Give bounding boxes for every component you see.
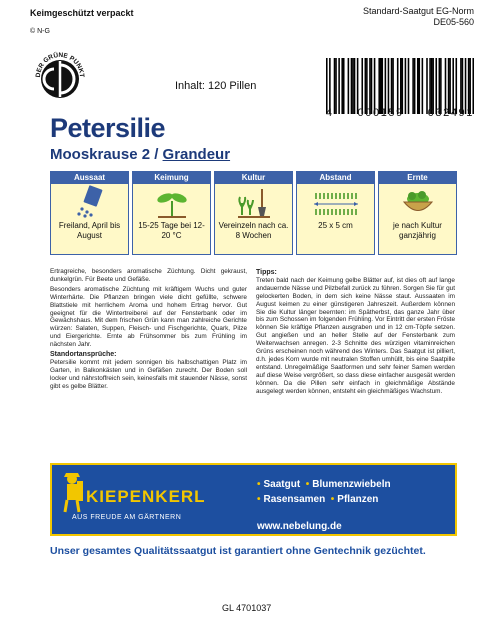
brand-line bbox=[257, 492, 391, 507]
barcode-bar bbox=[439, 58, 441, 114]
seed-standard bbox=[363, 6, 474, 28]
green-dot-logo bbox=[30, 47, 90, 107]
panel-kultur bbox=[214, 171, 293, 255]
brand-item: Blumenzwiebeln bbox=[312, 479, 391, 490]
brand-box bbox=[50, 463, 457, 536]
brand-item: Pflanzen bbox=[337, 494, 379, 505]
panel-text: 15-25 Tage bei 12-20 °C bbox=[138, 221, 205, 240]
copyright-note: © N-G bbox=[30, 28, 50, 35]
panel-keimung bbox=[132, 171, 211, 255]
barcode-bar bbox=[391, 58, 393, 114]
barcode-bar bbox=[354, 58, 356, 114]
barcode-bar bbox=[365, 58, 367, 114]
intro-text: Ertragreiche, besonders aromatische Züchtung. Dicht gekraust, dunkelgrün. Für Beete und Gefäße. bbox=[50, 268, 247, 283]
barcode-bar bbox=[400, 58, 402, 114]
brand-tagline: AUS FREUDE AM GÄRTNERN bbox=[72, 514, 182, 521]
barcode-bar bbox=[361, 58, 363, 114]
brand-products bbox=[257, 477, 391, 507]
panel-ernte bbox=[378, 171, 457, 255]
shovel-icon bbox=[215, 184, 292, 220]
barcode-bar bbox=[366, 58, 368, 114]
barcode-bar bbox=[469, 58, 471, 114]
green-dot-text: DER GRÜNE PUNKT bbox=[34, 51, 86, 78]
barcode-bar bbox=[419, 58, 421, 114]
product-title: Petersilie bbox=[50, 113, 166, 143]
barcode-bar bbox=[351, 58, 353, 114]
seed-packet-icon bbox=[51, 184, 128, 220]
panel-heading: Keimung bbox=[133, 172, 210, 184]
barcode-bar bbox=[388, 58, 390, 114]
barcode-bar bbox=[422, 58, 424, 114]
barcode-bar bbox=[378, 58, 380, 114]
barcode-bar bbox=[432, 58, 434, 114]
barcode-bar bbox=[341, 58, 343, 114]
barcode-bar bbox=[369, 58, 371, 114]
brand-name: KIEPENKERL bbox=[86, 487, 206, 506]
content-amount: Inhalt: 120 Pillen bbox=[175, 80, 257, 92]
bowl-icon bbox=[379, 184, 456, 220]
barcode-digit-group: 032491 bbox=[427, 107, 474, 119]
cultivation-panels bbox=[50, 171, 457, 255]
product-subtitle bbox=[50, 146, 230, 163]
barcode-bar bbox=[429, 58, 431, 114]
barcode-bar bbox=[382, 58, 384, 114]
barcode-bar bbox=[449, 58, 451, 114]
brand-item: Rasensamen bbox=[263, 494, 326, 505]
sprout-icon bbox=[133, 184, 210, 220]
standort-text: Petersilie kommt mit jedem sonnigen bis halbschattigen Platz im Garten, in Balkonkästen und in Gefäßen zurecht. Der Boden soll locker und nährstoffreich sein, keinesfalls mit stauender Nässe, sonst gibt es gelbe Blätter. bbox=[50, 358, 247, 390]
bullet-icon: • bbox=[257, 479, 261, 490]
barcode-bar bbox=[326, 58, 328, 114]
barcode-bar bbox=[385, 58, 387, 114]
barcode-bar bbox=[397, 58, 399, 114]
barcode-bar bbox=[402, 58, 404, 114]
barcode-digit-group: 000159 bbox=[357, 107, 404, 119]
barcode-bar bbox=[435, 58, 437, 114]
barcode-bar bbox=[348, 58, 350, 114]
standort-heading: Standortansprüche: bbox=[50, 351, 117, 359]
barcode-bar bbox=[374, 58, 376, 114]
brand-url[interactable]: www.nebelung.de bbox=[257, 521, 342, 532]
barcode-bar bbox=[338, 58, 340, 114]
barcode-bar bbox=[465, 58, 467, 114]
seed-standard-line1: Standard-Saatgut EG-Norm bbox=[362, 6, 474, 16]
barcode-bar bbox=[408, 58, 410, 114]
barcode-bar bbox=[371, 58, 373, 114]
panel-abstand bbox=[296, 171, 375, 255]
barcode-bar bbox=[452, 58, 454, 114]
description-text: Besonders aromatische Züchtung mit kräftigem Wuchs und guter Winterhärte. Die Pflanzen bringen viele dicht gefüllte, schwere Blattstiele mit herrlichem Aroma und hohem Ertrag hervor. Gut geeignet für die Wintertreiberei auf der Fensterbank oder im Gewächshaus. Mit dem frischen Grün kann man zahlreiche Gerichte würzen: Salaten, Suppen, Fleisch- und Fischgerichte, Quark, Pilze und Eiergerichte. Ernte ab Frühsommer bis zum Frühling im nächsten Jahr. bbox=[50, 285, 247, 349]
bullet-icon: • bbox=[330, 494, 335, 505]
panel-heading: Aussaat bbox=[51, 172, 128, 184]
barcode-bar bbox=[334, 58, 336, 114]
panel-aussaat bbox=[50, 171, 129, 255]
barcode-bar bbox=[431, 58, 433, 114]
panel-heading: Ernte bbox=[379, 172, 456, 184]
tips-text: Treten bald nach der Keimung gelbe Blätter auf, ist dies oft auf lange andauernde Nässe und Pilzbefall zurück zu führen. Sorgen Sie für gut gelockerten Boden, in dem sich keine Nässe staut. Aussaaten im August keimen zu einer günstigeren Jahreszeit. Außerdem können Sie die Kultur länger beernten: im Spätherbst, das ganze Jahr über bis zum Schossen im folgenden Frühling. Vor Eintritt der ersten Fröste können Sie kräftige Pflanzen ausgraben und in 12 cm-Töpfe setzen. Gut angießen und an heller Stelle auf der Fensterbank zum Weiterwachsen anregen. 2-3 Schnitte des würzigen vitaminreichen Grüns erscheinen noch während des Winters. Das Saatgut ist pilliert, d.h. jedes Korn wurde mit neutralen Stoffen umhüllt, bis eine Saatpille entstand. Unregelmäßige Saatformen und sehr feiner Samen werden auf diese Weise vergrößert, so dass diese einfacher ausgesät werden können. Da die Pillen sehr einfach in gleichmäßige Abstände ausgelegt werden können, entsteht ein gleichmäßiges Wachstum. bbox=[256, 276, 455, 395]
barcode-bar bbox=[405, 58, 407, 114]
barcode-bar bbox=[343, 58, 345, 114]
product-code: GL 4701037 bbox=[222, 603, 272, 613]
panel-text: 25 x 5 cm bbox=[318, 221, 353, 230]
subtitle-prefix: Mooskrause 2 / bbox=[50, 146, 163, 163]
barcode-bar bbox=[352, 58, 354, 114]
packaging-label: Keimgeschützt verpackt bbox=[30, 8, 134, 18]
barcode-bar bbox=[335, 58, 337, 114]
bullet-icon: • bbox=[305, 479, 310, 490]
barcode-bar bbox=[426, 58, 428, 114]
panel-text: Vereinzeln nach ca. 8 Wochen bbox=[218, 221, 289, 240]
barcode-digit-group: 4 bbox=[326, 107, 334, 119]
barcode-bar bbox=[412, 58, 414, 114]
tips-heading: Tipps: bbox=[256, 269, 277, 276]
barcode-bar bbox=[329, 58, 331, 114]
barcode-bar bbox=[472, 58, 474, 114]
panel-text: je nach Kultur ganzjährig bbox=[393, 221, 442, 240]
panel-heading: Abstand bbox=[297, 172, 374, 184]
barcode-bar bbox=[456, 58, 458, 114]
barcode-bar bbox=[392, 58, 394, 114]
panel-text: Freiland, April bis August bbox=[58, 221, 121, 240]
barcode bbox=[326, 58, 474, 114]
guarantee-text: Unser gesamtes Qualitätssaatgut ist garantiert ohne Gentechnik gezüchtet. bbox=[50, 545, 426, 557]
barcode-bar bbox=[445, 58, 447, 114]
brand-line bbox=[257, 477, 391, 492]
spacing-icon bbox=[297, 184, 374, 220]
description-column bbox=[50, 268, 247, 393]
panel-heading: Kultur bbox=[215, 172, 292, 184]
barcode-bar bbox=[468, 58, 470, 114]
barcode-number bbox=[326, 107, 474, 119]
barcode-bar bbox=[357, 58, 359, 114]
barcode-bar bbox=[414, 58, 416, 114]
barcode-bar bbox=[440, 58, 442, 114]
seed-standard-line2: DE05-560 bbox=[433, 17, 474, 27]
bullet-icon: • bbox=[257, 494, 261, 505]
brand-item: Saatgut bbox=[263, 479, 301, 490]
barcode-bar bbox=[448, 58, 450, 114]
barcode-bar bbox=[460, 58, 462, 114]
tips-column bbox=[256, 268, 455, 398]
barcode-bar bbox=[417, 58, 419, 114]
variety-name: Grandeur bbox=[162, 146, 231, 163]
barcode-bar bbox=[462, 58, 464, 114]
barcode-bar bbox=[380, 58, 382, 114]
